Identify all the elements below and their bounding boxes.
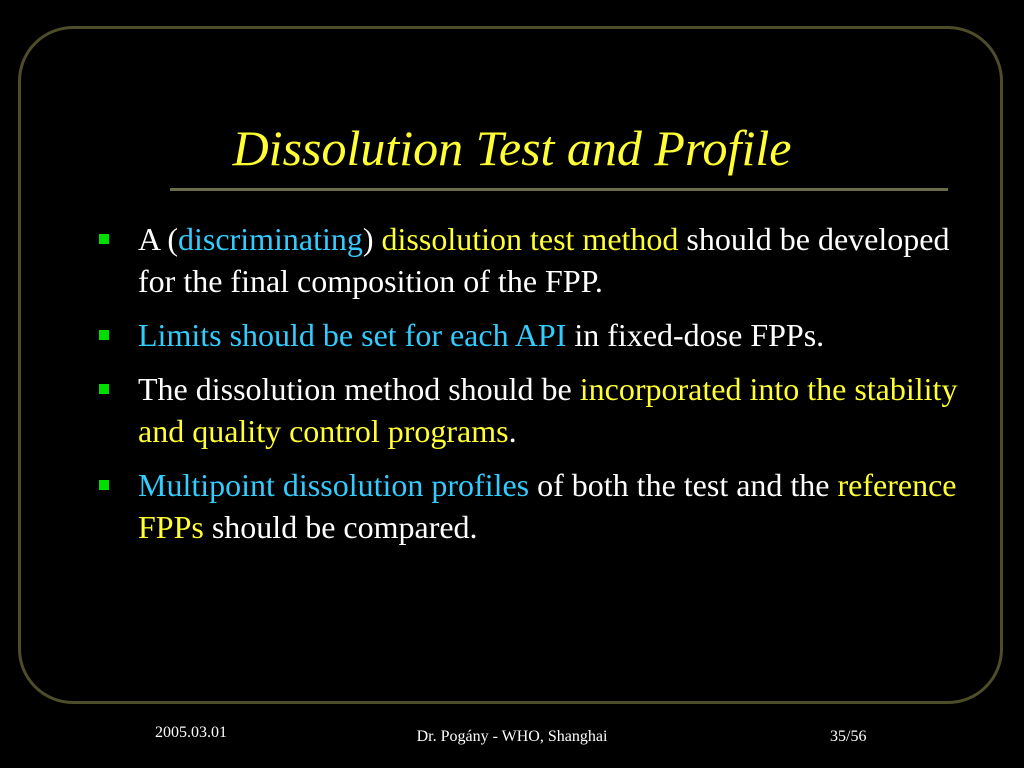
bullet-segment: of both the test and the <box>529 467 838 503</box>
bullet-segment: A ( <box>138 221 178 257</box>
bullet-segment-highlight: Limits should be set for each API <box>138 317 567 353</box>
bullet-item <box>98 314 968 356</box>
footer-date: 2005.03.01 <box>155 724 227 741</box>
bullet-segment-highlight: Multipoint dissolution profiles <box>138 467 530 503</box>
footer-presenter: Dr. Pogány - WHO, Shanghai <box>416 728 608 745</box>
slide-title: Dissolution Test and Profile <box>232 120 792 176</box>
square-bullet-icon <box>99 480 109 490</box>
square-bullet-icon <box>99 384 109 394</box>
bullet-item <box>98 464 968 548</box>
square-bullet-icon <box>99 234 109 244</box>
bullet-segment: should be developed for the final composition of the FPP. <box>138 221 950 299</box>
bullet-item <box>98 218 968 302</box>
title-divider <box>170 188 948 191</box>
bullet-segment-highlight: discriminating <box>178 221 363 257</box>
bullet-segment: ) <box>362 221 382 257</box>
bullet-segment: . <box>508 413 517 449</box>
bullet-segment: The dissolution method should be <box>138 371 580 407</box>
bullet-item <box>98 368 968 452</box>
bullet-segment-highlight: incorporated into the stability and quality control programs <box>138 371 958 449</box>
bullet-segment-highlight: dissolution test method <box>381 221 679 257</box>
bullet-list <box>98 218 968 560</box>
square-bullet-icon <box>99 330 109 340</box>
bullet-segment: should be compared. <box>203 509 478 545</box>
bullet-segment: in fixed-dose FPPs. <box>566 317 825 353</box>
bullet-segment-highlight: reference FPPs <box>138 467 957 545</box>
footer-page-number: 35/56 <box>830 728 867 745</box>
